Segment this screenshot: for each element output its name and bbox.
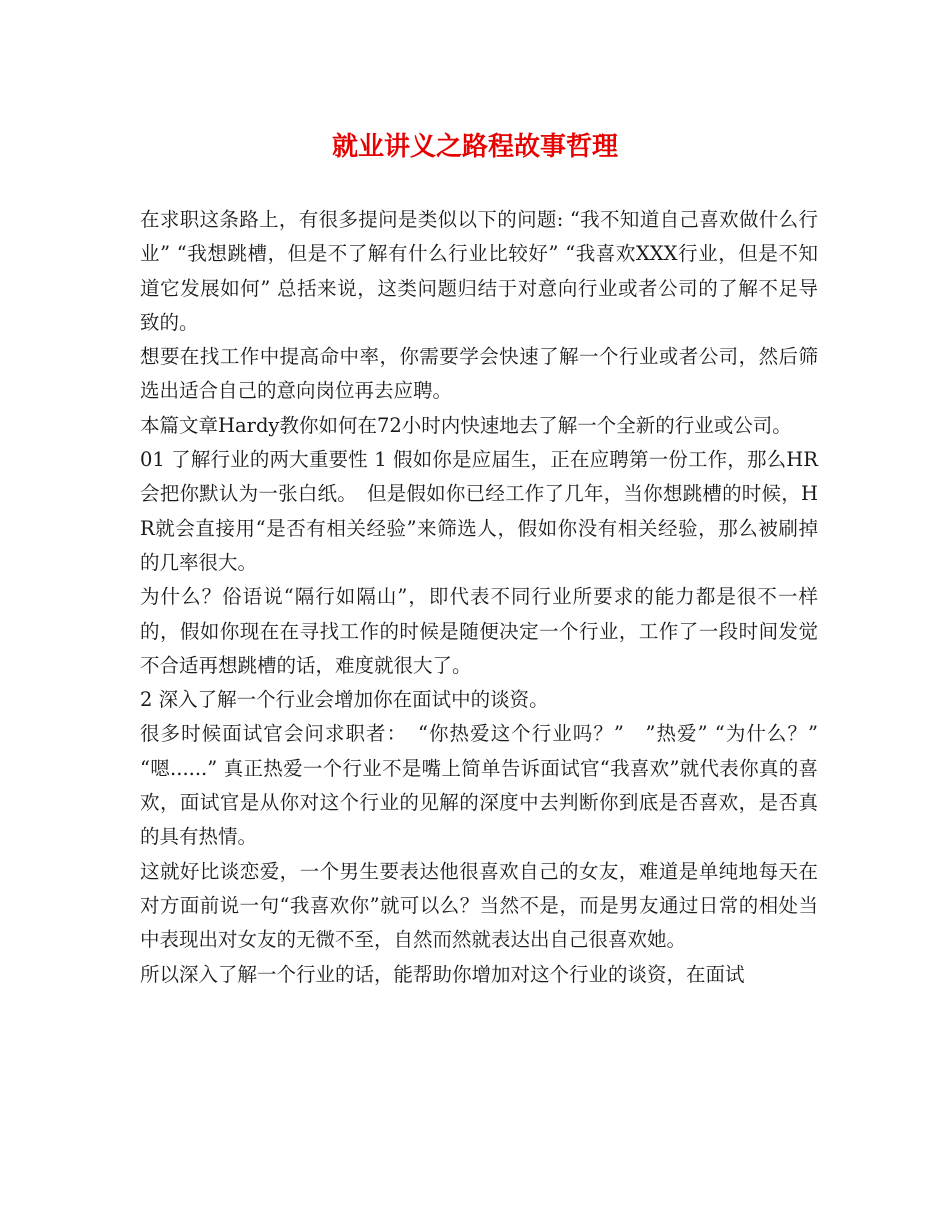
paragraph: 想要在找工作中提高命中率，你需要学会快速了解一个行业或者公司，然后筛选出适合自己的意向岗位再去应聘。 — [140, 345, 818, 403]
paragraph: 为什么？俗语说“隔行如隔山”，即代表不同行业所要求的能力都是很不一样的，假如你现在在寻找工作的时候是随便决定一个行业，工作了一段时间发觉不合适再想跳槽的话，难度就很大了。 — [140, 585, 818, 677]
paragraph: 很多时候面试官会问求职者： “你热爱这个行业吗？” ”热爱” “为什么？” “嗯......” 真正热爱一个行业不是嘴上简单告诉面试官“我喜欢”就代表你真的喜欢，面试官是从你对这个行业的见解的深度中去判断你到底是否喜欢，是否真的具有热情。 — [140, 722, 818, 849]
paragraph: 在求职这条路上，有很多提问是类似以下的问题: “我不知道自己喜欢做什么行业” “我想跳槽，但是不了解有什么行业比较好” “我喜欢XXX行业，但是不知道它发展如何” 总括来说，这类问题归结于对意向行业或者公司的了解不足导致的。 — [140, 208, 818, 334]
paragraph: 2 深入了解一个行业会增加你在面试中的谈资。 — [140, 688, 549, 712]
paragraph: 本篇文章Hardy教你如何在72小时内快速地去了解一个全新的行业或公司。 — [140, 413, 792, 437]
paragraph: 这就好比谈恋爱，一个男生要表达他很喜欢自己的女友，难道是单纯地每天在对方面前说一句“我喜欢你”就可以么？当然不是，而是男友通过日常的相处当中表现出对女友的无微不至，自然而然就表达出自己很喜欢她。 — [140, 859, 818, 952]
paragraph: 01 了解行业的两大重要性 1 假如你是应届生，正在应聘第一份工作，那么HR会把你默认为一张白纸。 但是假如你已经工作了几年，当你想跳槽的时候，HR就会直接用“是否有相关经验”来筛选人，假如你没有相关经验，那么被刷掉的几率很大。 — [140, 448, 818, 574]
paragraph: 所以深入了解一个行业的话，能帮助你增加对这个行业的谈资，在面试 — [140, 962, 745, 986]
document-body — [140, 203, 818, 992]
document-title: 就业讲义之路程故事哲理 — [331, 132, 618, 162]
